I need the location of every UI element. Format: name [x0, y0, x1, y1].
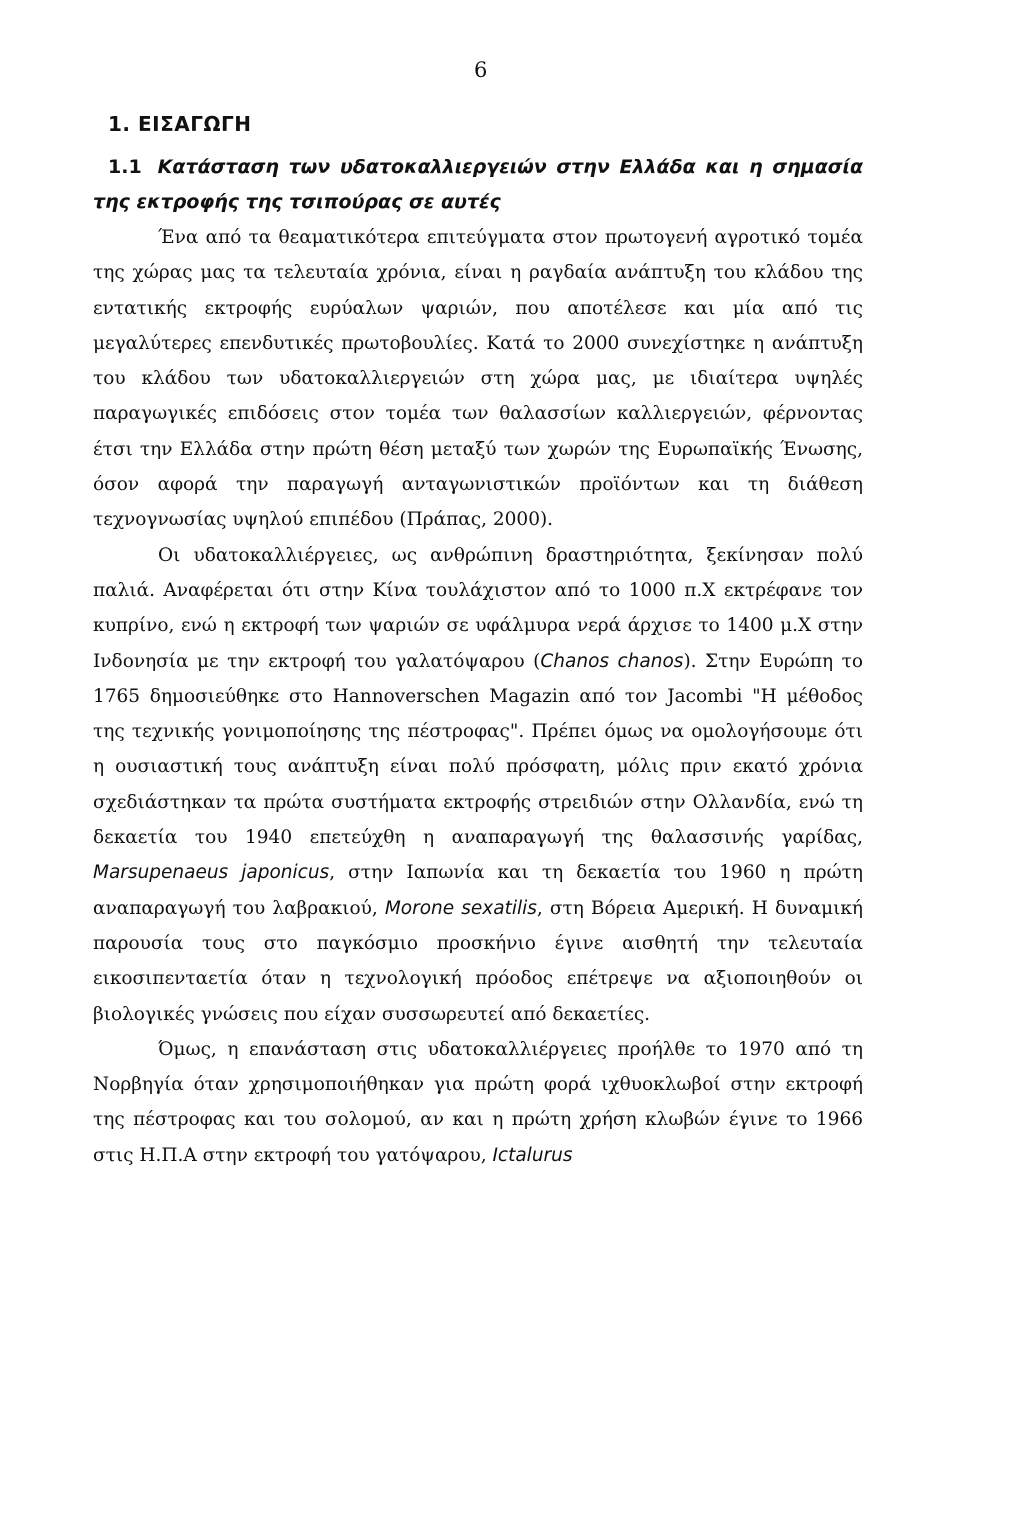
species-name-marsupenaeus: Marsupenaeus japonicus: [93, 862, 330, 884]
section-number: 1.1: [108, 156, 142, 178]
paragraph-2: [93, 538, 863, 1032]
species-name-ictalurus: Ictalurus: [492, 1144, 573, 1166]
page-number: 6: [474, 58, 488, 82]
paragraph-3: [93, 1032, 863, 1173]
species-name-chanos: Chanos chanos: [540, 650, 684, 672]
paragraph-1: Ένα από τα θεαματικότερα επιτεύγματα στον πρωτογενή αγροτικό τομέα της χώρας μας τα τελευταία χρόνια, είναι η ραγδαία ανάπτυξη του κλάδου της εντατικής εκτροφής ευρύαλων ψαριών, που αποτέλεσε και μία από τις μεγαλύτερες επενδυτικές πρωτοβουλίες. Κατά το 2000 συνεχίστηκε η ανάπτυξη του κλάδου των υδατοκαλλιεργειών στη χώρα μας, με ιδιαίτερα υψηλές παραγωγικές επιδόσεις στον τομέα των θαλασσίων καλλιεργειών, φέρνοντας έτσι την Ελλάδα στην πρώτη θέση μεταξύ των χωρών της Ευρωπαϊκής Ένωσης, όσον αφορά την παραγωγή ανταγωνιστικών προϊόντων και τη διάθεση τεχνογνωσίας υψηλού επιπέδου (Πράπας, 2000).: [93, 227, 863, 531]
paragraph-2-text-c: , στην Ιαπωνία και τη δεκαετία του 1960 η πρώτη αναπαραγωγή του λαβρακιού,: [93, 862, 863, 919]
paragraph-2-text-d: , στη Βόρεια Αμερική. Η δυναμική παρουσία τους στο παγκόσμιο προσκήνιο έγινε αισθητή την τελευταία εικοσιπενταετία όταν η τεχνολογική πρόοδος επέτρεψε να αξιοποιηθούν οι βιολογικές γνώσεις που είχαν συσσωρευτεί από δεκαετίες.: [93, 897, 863, 1025]
section-title: Κατάσταση των υδατοκαλλιεργειών στην Ελλάδα και η σημασία της εκτροφής της τσιπούρας σε αυτές: [93, 156, 863, 213]
paragraph-3-text-a: Όμως, η επανάσταση στις υδατοκαλλιέργειες προήλθε το 1970 από τη Νορβηγία όταν χρησιμοποιήθηκαν για πρώτη φορά ιχθυοκλωβοί στην εκτροφή της πέστροφας και του σολομού, αν και η πρώτη χρήση κλωβών έγινε το 1966 στις Η.Π.Α στην εκτροφή του γατόψαρου,: [93, 1038, 863, 1166]
section-heading: [93, 150, 863, 220]
document-body: [93, 112, 863, 1173]
paragraph-2-text-b: ). Στην Ευρώπη το 1765 δημοσιεύθηκε στο Hannoverschen Magazin από τον Jacombi "Η μέθοδος της τεχνικής γονιμοποίησης της πέστροφας". Πρέπει όμως να ομολογήσουμε ότι η ουσιαστική τους ανάπτυξη είναι πολύ πρόσφατη, μόλις πριν εκατό χρόνια σχεδιάστηκαν τα πρώτα συστήματα εκτροφής στρειδιών στην Ολλανδία, ενώ τη δεκαετία του 1940 επετεύχθη η αναπαραγωγή της θαλασσινής γαρίδας,: [93, 650, 863, 849]
species-name-morone: Morone sexatilis: [384, 897, 537, 919]
paragraph-2-text-a: Οι υδατοκαλλιέργειες, ως ανθρώπινη δραστηριότητα, ξεκίνησαν πολύ παλιά. Αναφέρεται ότι στην Κίνα τουλάχιστον από το 1000 π.Χ εκτρέφανε τον κυπρίνο, ενώ η εκτροφή των ψαριών σε υφάλμυρα νερά άρχισε το 1400 μ.Χ στην Ινδονησία με την εκτροφή του γαλατόψαρου (: [93, 544, 863, 672]
chapter-title: 1. ΕΙΣΑΓΩΓΗ: [108, 112, 252, 136]
